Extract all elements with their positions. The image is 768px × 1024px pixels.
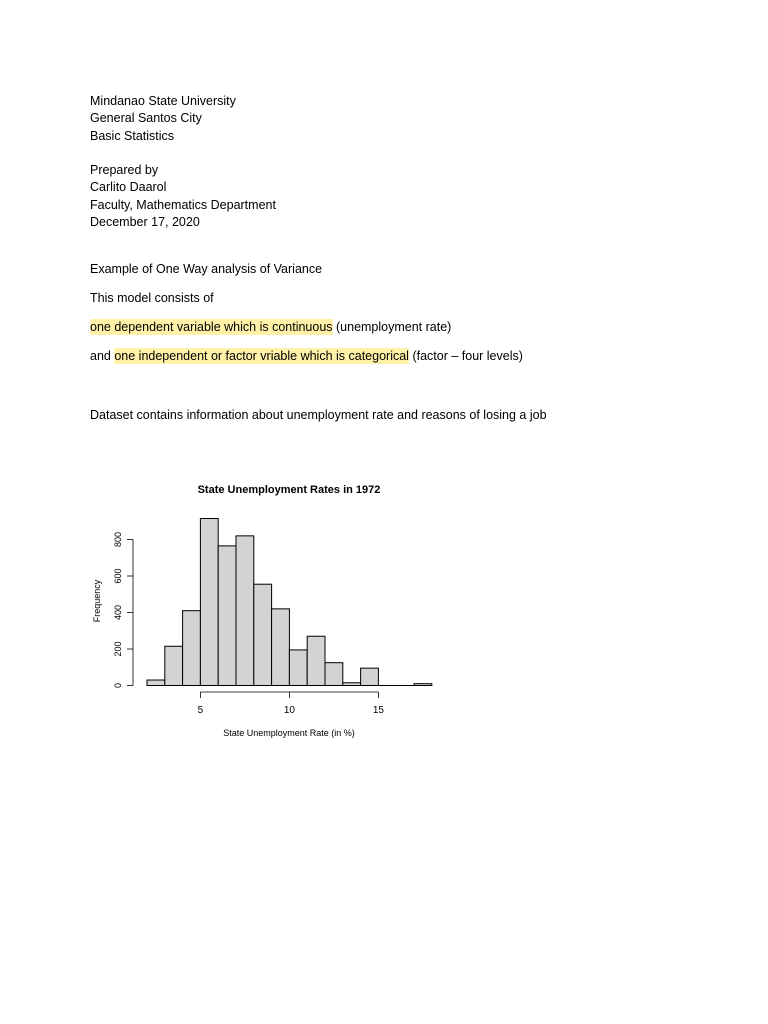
histogram-bar — [343, 683, 361, 686]
histogram-bar — [236, 536, 254, 686]
dependent-rest: (unemployment rate) — [332, 320, 452, 334]
author-name: Carlito Daarol — [90, 180, 167, 195]
prepared-by-label: Prepared by — [90, 163, 159, 178]
y-axis-label: Frequency — [92, 579, 102, 623]
histogram-bar — [325, 663, 343, 686]
independent-rest: (factor – four levels) — [408, 349, 523, 363]
independent-prefix: and — [90, 349, 115, 363]
histogram-bar — [272, 609, 290, 686]
histogram-bar — [147, 680, 165, 685]
document-date: December 17, 2020 — [90, 215, 200, 230]
histogram-bar — [361, 668, 379, 685]
model-intro: This model consists of — [90, 291, 214, 305]
y-tick-label: 200 — [113, 641, 123, 657]
x-tick-label: 15 — [372, 705, 384, 716]
x-axis-label: State Unemployment Rate (in %) — [223, 728, 355, 738]
independent-highlight: one independent or factor vriable which is categorical — [114, 349, 409, 363]
y-tick-label: 600 — [113, 568, 123, 584]
dataset-description: Dataset contains information about unemployment rate and reasons of losing a job — [90, 408, 547, 422]
dependent-highlight: one dependent variable which is continuous — [90, 320, 333, 334]
histogram-bar — [289, 650, 307, 686]
x-tick-label: 5 — [197, 705, 204, 716]
histogram-bars — [147, 519, 432, 686]
city-name: General Santos City — [90, 111, 202, 126]
faculty-department: Faculty, Mathematics Department — [90, 197, 276, 212]
chart-title: State Unemployment Rates in 1972 — [197, 484, 381, 496]
example-title: Example of One Way analysis of Variance — [90, 262, 323, 276]
x-tick-label: 10 — [283, 705, 295, 716]
histogram-bar — [254, 584, 272, 685]
course-name: Basic Statistics — [90, 128, 175, 143]
y-tick-label: 0 — [113, 682, 123, 689]
histogram-bar — [165, 646, 183, 685]
histogram-bar — [414, 684, 432, 686]
histogram-bar — [307, 636, 325, 685]
histogram-bar — [183, 611, 201, 686]
university-name: Mindanao State University — [90, 94, 236, 108]
histogram-bar — [200, 519, 218, 686]
y-tick-label: 400 — [113, 604, 123, 621]
histogram-bar — [218, 546, 236, 686]
y-tick-label: 800 — [113, 531, 123, 548]
